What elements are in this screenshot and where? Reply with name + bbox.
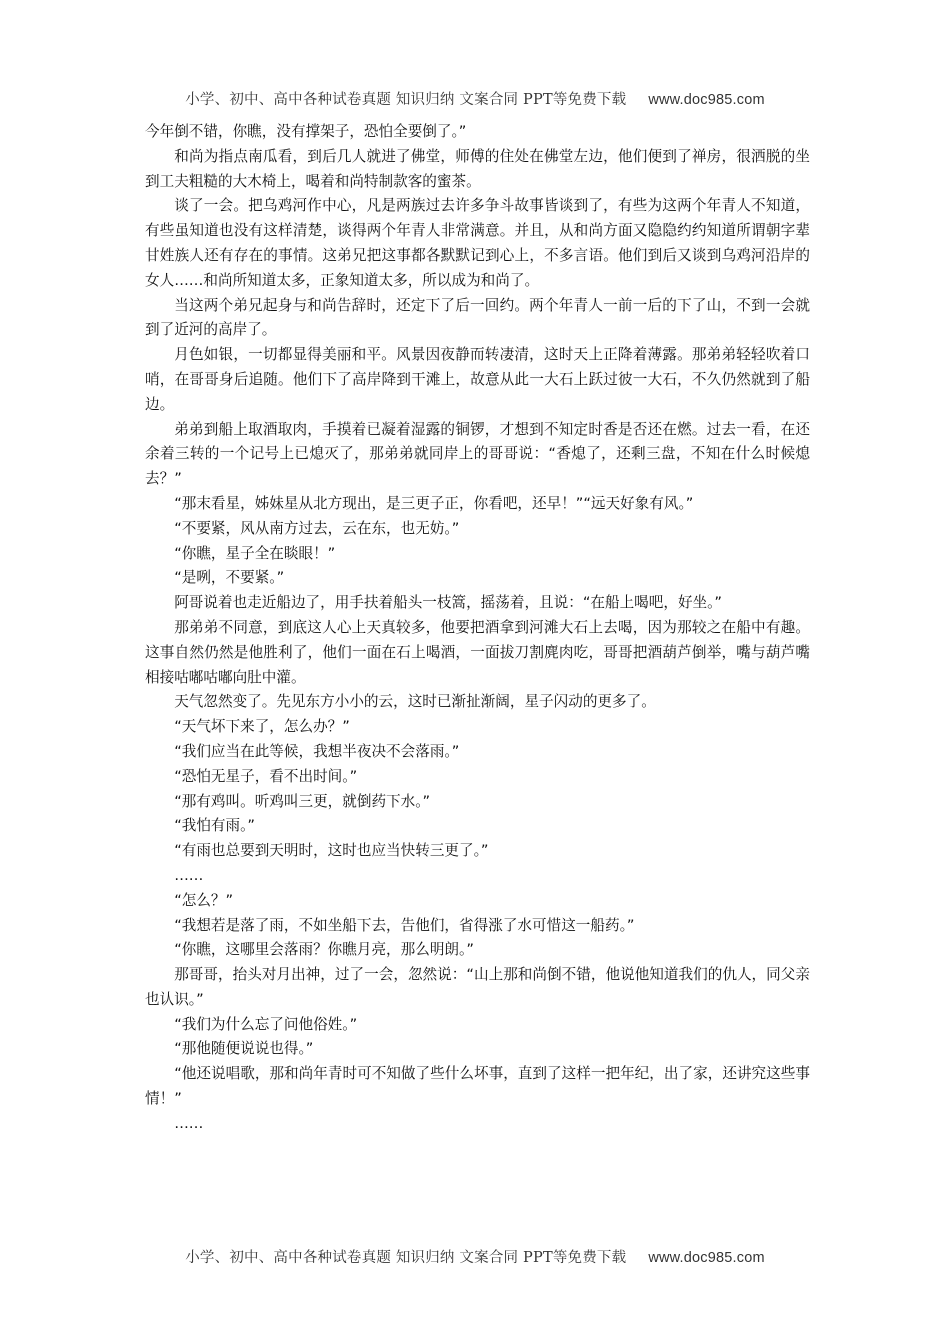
paragraph: “那有鸡叫。听鸡叫三更，就倒药下水。” (174, 792, 431, 810)
footer-text: 小学、初中、高中各种试卷真题 知识归纳 文案合同 PPT等免费下载 (185, 1250, 627, 1266)
paragraph: “我想若是落了雨，不如坐船下去，告他们，省得涨了水可惜这一船药。” (174, 916, 635, 934)
paragraph: “我们应当在此等候，我想半夜决不会落雨。” (174, 742, 460, 760)
paragraph: 那哥哥，抬头对月出神，过了一会，忽然说：“山上那和尚倒不错，他说他知道我们的仇人，同父亲也认识。” (145, 966, 810, 1008)
page-footer (0, 1246, 950, 1267)
paragraph: “那他随便说说也得。” (174, 1040, 314, 1058)
paragraph: 和尚为指点南瓜看，到后几人就进了佛堂，师傅的住处在佛堂左边，他们便到了禅房，很洒脱的坐到工夫粗糙的大木椅上，喝着和尚特制款客的蜜茶。 (145, 147, 810, 190)
header-url[interactable]: www.doc985.com (648, 92, 765, 108)
paragraph: “有雨也总要到天明时，这时也应当快转三更了。” (174, 842, 489, 860)
paragraph: 阿哥说着也走近船边了，用手扶着船头一枝篙，摇荡着，且说：“在船上喝吧，好坐。” (174, 594, 722, 612)
paragraph: 那弟弟不同意，到底这人心上天真较多，他要把酒拿到河滩大石上去喝，因为那较之在船中有趣。这事自然仍然是他胜利了，他们一面在石上喝酒，一面拔刀割麂肉吃，哥哥把酒葫芦倒举，嘴与葫芦嘴相接咕嘟咕嘟向肚中灌。 (145, 618, 810, 686)
paragraph: “天气坏下来了，怎么办？” (174, 718, 350, 736)
paragraph: 今年倒不错，你瞧，没有撑架子，恐怕全要倒了。” (145, 123, 467, 140)
paragraph: “我怕有雨。” (174, 817, 255, 835)
paragraph: “他还说唱歌，那和尚年青时可不知做了些什么坏事，直到了这样一把年纪，出了家，还讲究这些事情！” (145, 1065, 810, 1108)
footer-url[interactable]: www.doc985.com (648, 1250, 765, 1266)
paragraph: “怎么？” (174, 891, 234, 909)
header-text: 小学、初中、高中各种试卷真题 知识归纳 文案合同 PPT等免费下载 (185, 92, 627, 108)
paragraph: “是咧，不要紧。” (174, 569, 285, 587)
paragraph: 月色如银，一切都显得美丽和平。风景因夜静而转凄清，这时天上正降着薄露。那弟弟轻轻吹着口哨，在哥哥身后追随。他们下了高岸降到干滩上，故意从此一大石上跃过彼一大石，不久仍然就到了船边。 (145, 346, 810, 413)
paragraph: “不要紧，风从南方过去，云在东，也无妨。” (174, 519, 460, 537)
paragraph: “恐怕无星子，看不出时间。” (174, 767, 358, 785)
paragraph: 当这两个弟兄起身与和尚告辞时，还定下了后一回约。两个年青人一前一后的下了山，不到一会就到了近河的高岸了。 (145, 296, 810, 339)
paragraph: “那末看星，姊妹星从北方现出，是三更子正，你看吧，还早！”“远天好象有风。” (174, 494, 694, 512)
paragraph: 弟弟到船上取酒取肉，手摸着已凝着湿露的铜锣，才想到不知定时香是否还在燃。过去一看，在还余着三转的一个记号上已熄灭了，那弟弟就同岸上的哥哥说：“香熄了，还剩三盘，不知在什么时候熄去？” (145, 420, 810, 488)
paragraph: “你瞧，这哪里会落雨？你瞧月亮，那么明朗。” (174, 941, 474, 959)
page-header (0, 88, 950, 109)
document-body (145, 120, 810, 1137)
paragraph: …… (174, 866, 204, 884)
paragraph: “我们为什么忘了问他俗姓。” (174, 1015, 358, 1033)
paragraph: 天气忽然变了。先见东方小小的云，这时已渐扯渐阔，星子闪动的更多了。 (174, 693, 656, 711)
paragraph: “你瞧，星子全在睒眼！” (174, 544, 336, 562)
paragraph: …… (174, 1114, 204, 1132)
paragraph: 谈了一会。把乌鸡河作中心，凡是两族过去许多争斗故事皆谈到了，有些为这两个年青人不知道，有些虽知道也没有这样清楚，谈得两个年青人非常满意。并且，从和尚方面又隐隐约约知道所谓朝字辈甘姓族人还有存在的事情。这弟兄把这事都各默默记到心上，不多言语。他们到后又谈到乌鸡河沿岸的女人……和尚所知道太多，正象知道太多，所以成为和尚了。 (145, 197, 810, 289)
